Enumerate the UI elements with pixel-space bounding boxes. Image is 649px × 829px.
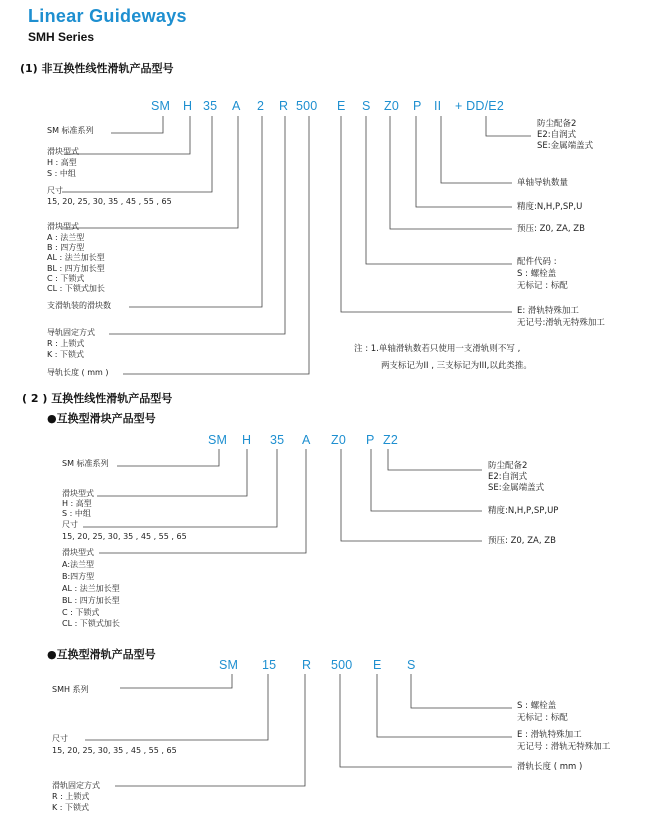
leader-line: [111, 116, 163, 133]
label-rail-fix-r: R : 上锁式: [47, 339, 85, 348]
code-form: A: [232, 99, 241, 113]
rail-code-length: 500: [331, 658, 353, 672]
leader-line: [97, 449, 247, 496]
code-precision: P: [413, 99, 422, 113]
rail-code-accessory: S: [407, 658, 416, 672]
label-preload: 预压: Z0, ZA, ZB: [517, 224, 585, 234]
section1-heading: (1) 非互换性线性滑轨产品型号: [20, 62, 174, 75]
label-block-form: 滑块型式: [47, 222, 79, 231]
label-rail-fix-k: K : 下锁式: [47, 350, 85, 359]
rail-code-fix: R: [302, 658, 312, 672]
block-label-dust-e2: E2:自润式: [488, 472, 528, 482]
leader-line: [341, 449, 482, 541]
leader-line: [390, 116, 512, 229]
code-size: 35: [203, 99, 218, 113]
label-special-none: 无记号:滑轨无特殊加工: [517, 318, 605, 328]
rail-label-fix-k: K : 下锁式: [52, 803, 90, 812]
block-code-h: H: [242, 433, 252, 447]
leader-line: [109, 116, 285, 334]
block-code-precision: P: [366, 433, 375, 447]
series-subtitle: SMH Series: [28, 30, 95, 44]
block-subheading: ●互换型滑块产品型号: [47, 412, 156, 425]
label-rail-qty: 单轴导轨数量: [517, 178, 569, 188]
block-label-form: 滑块型式: [62, 548, 94, 557]
label-acc-title: 配件代码 :: [517, 257, 557, 267]
block-label-dust-se: SE:金属端盖式: [488, 483, 545, 493]
block-label-type-h: H : 高型: [62, 499, 92, 508]
code-special: E: [337, 99, 346, 113]
leader-line: [486, 116, 531, 136]
leader-line: [117, 449, 219, 466]
section2-heading: ( 2 ) 互换性线性滑轨产品型号: [22, 392, 173, 405]
label-form-b: B : 四方型: [47, 243, 85, 252]
leader-line: [120, 674, 232, 688]
rail-label-acc-none: 无标记 : 标配: [517, 713, 568, 723]
rail-label-special-e: E : 滑轨特殊加工: [517, 730, 582, 740]
block-code-preload: Z0: [331, 433, 346, 447]
block-label-preload: 预压: Z0, ZA, ZB: [488, 536, 556, 546]
label-acc-s: S : 螺栓盖: [517, 269, 557, 279]
label-acc-none: 无标记 : 标配: [517, 281, 568, 291]
leader-line: [388, 449, 482, 470]
label-blocks-per-rail: 支滑轨装的滑块数: [47, 301, 111, 310]
label-series: SM 标准系列: [47, 126, 94, 135]
label-dust-e2: E2:自润式: [537, 130, 577, 140]
block-label-dust-title: 防尘配备2: [488, 461, 528, 471]
block-label-form-cl: CL : 下锁式加长: [62, 619, 120, 628]
leader-line: [115, 674, 305, 786]
block-code-dust: Z2: [383, 433, 398, 447]
block-code-size: 35: [270, 433, 285, 447]
leader-line: [340, 674, 512, 767]
block-label-size: 尺寸: [62, 520, 78, 529]
rail-label-series: SMH 系列: [52, 685, 89, 694]
block-label-size-values: 15, 20, 25, 30, 35 , 45 , 55 , 65: [62, 532, 187, 541]
leader-line: [129, 116, 262, 307]
rail-label-fix: 滑轨固定方式: [52, 781, 100, 790]
code-length: 500: [296, 99, 318, 113]
rail-code-sm: SM: [219, 658, 239, 672]
code-sm: SM: [151, 99, 171, 113]
block-label-type-s: S : 中组: [62, 509, 91, 518]
leader-line: [85, 674, 268, 740]
label-block-type-s: S : 中组: [47, 169, 76, 178]
label-rail-fix: 导轨固定方式: [47, 328, 95, 337]
code-rail-fix: R: [279, 99, 289, 113]
code-rail-qty: II: [434, 99, 442, 113]
page-title: Linear Guideways: [28, 6, 187, 26]
block-label-precision: 精度:N,H,P,SP,UP: [488, 506, 559, 516]
block-code-form: A: [302, 433, 311, 447]
label-block-type-h: H : 高型: [47, 158, 77, 167]
label-rail-length: 导轨长度 ( mm ): [47, 368, 109, 377]
leader-line: [83, 449, 277, 527]
label-dust-title: 防尘配备2: [537, 119, 577, 129]
block-label-series: SM 标准系列: [62, 459, 109, 468]
block-label-form-c: C : 下锁式: [62, 608, 100, 617]
block-label-type: 滑块型式: [62, 489, 94, 498]
rail-label-acc-s: S : 螺栓盖: [517, 701, 557, 711]
code-blocks: 2: [257, 99, 265, 113]
note-line2: 两支标记为II , 三支标记为III,以此类推。: [381, 361, 532, 371]
label-form-cl: CL : 下锁式加长: [47, 284, 105, 293]
block-label-form-b: B:四方型: [62, 572, 95, 581]
rail-label-fix-r: R : 上锁式: [52, 792, 90, 801]
code-accessory: S: [362, 99, 371, 113]
label-block-type: 滑块型式: [47, 147, 79, 156]
label-dust-se: SE:金属端盖式: [537, 141, 594, 151]
note-line1: 注 : 1.单轴滑轨数若只使用一支滑轨则不写 ,: [354, 344, 521, 354]
rail-code-special: E: [373, 658, 382, 672]
leader-line: [441, 116, 512, 183]
rail-label-size-values: 15, 20, 25, 30, 35 , 45 , 55 , 65: [52, 746, 177, 755]
block-label-form-bl: BL : 四方加长型: [62, 596, 120, 605]
leader-line: [123, 116, 309, 374]
rail-label-length: 滑轨长度 ( mm ): [517, 762, 583, 772]
code-dust: + DD/E2: [455, 99, 504, 113]
leader-line: [411, 674, 512, 708]
leader-line: [341, 116, 512, 312]
code-preload: Z0: [384, 99, 399, 113]
leader-line: [377, 674, 512, 737]
label-form-a: A : 法兰型: [47, 233, 85, 242]
label-special-e: E: 滑轨特殊加工: [517, 306, 579, 316]
rail-label-special-none: 无记号 : 滑轨无特殊加工: [517, 742, 611, 752]
rail-subheading: ●互换型滑轨产品型号: [47, 648, 156, 661]
label-form-bl: BL : 四方加长型: [47, 264, 105, 273]
block-label-form-a: A:法兰型: [62, 560, 95, 569]
leader-line: [416, 116, 512, 207]
code-h: H: [183, 99, 193, 113]
rail-label-size: 尺寸: [52, 734, 68, 743]
label-precision: 精度:N,H,P,SP,U: [517, 202, 583, 212]
label-form-al: AL : 法兰加长型: [47, 253, 105, 262]
rail-code-size: 15: [262, 658, 277, 672]
leader-line: [366, 116, 512, 264]
block-code-sm: SM: [208, 433, 228, 447]
block-label-form-al: AL : 法兰加长型: [62, 584, 120, 593]
label-size: 尺寸: [47, 186, 63, 195]
label-size-values: 15, 20, 25, 30, 35 , 45 , 55 , 65: [47, 197, 172, 206]
label-form-c: C : 下锁式: [47, 274, 85, 283]
